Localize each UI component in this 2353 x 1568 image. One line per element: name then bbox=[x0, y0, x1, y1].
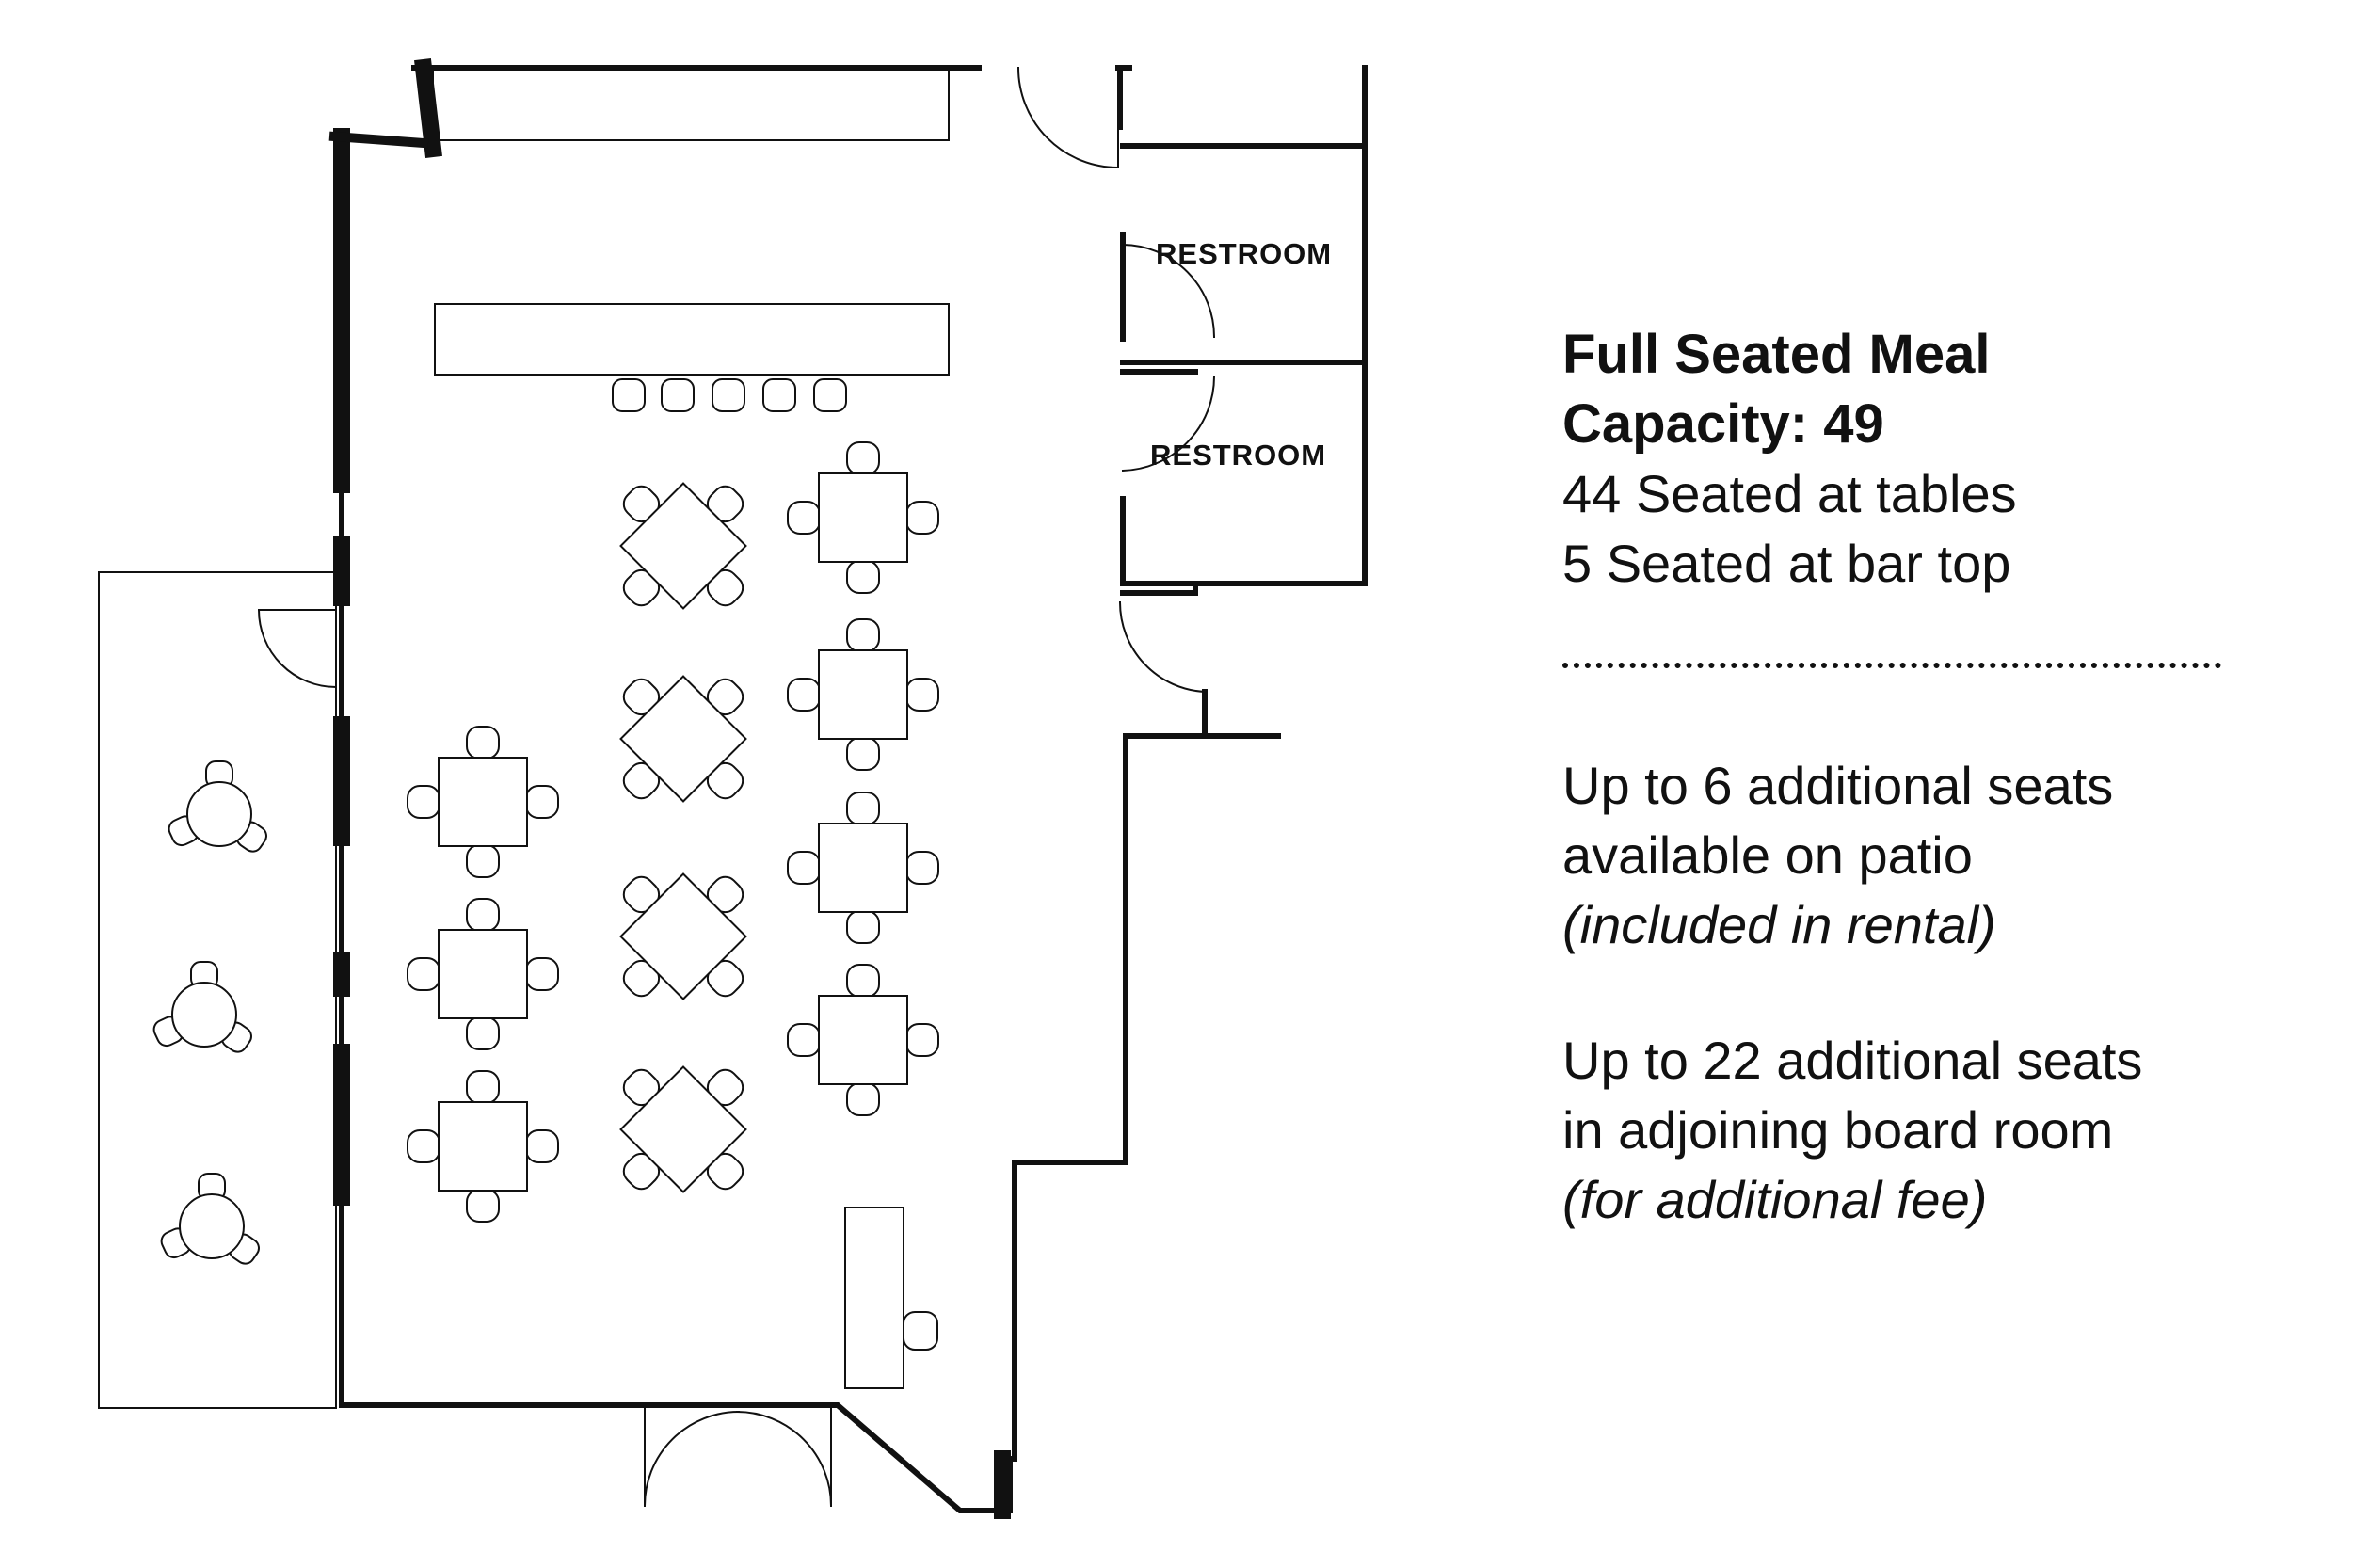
table-top bbox=[439, 758, 527, 846]
square-table bbox=[788, 965, 938, 1115]
patio-line-1: Up to 6 additional seats bbox=[1562, 756, 2114, 815]
square-table bbox=[788, 792, 938, 943]
restroom-label-lower: RESTROOM bbox=[1150, 439, 1327, 472]
chair bbox=[526, 1130, 558, 1162]
chair bbox=[526, 786, 558, 818]
furniture bbox=[151, 379, 938, 1388]
chair bbox=[408, 958, 440, 990]
chair bbox=[847, 738, 879, 770]
chair bbox=[847, 442, 879, 474]
bar-stool bbox=[662, 379, 694, 411]
bar-stool bbox=[613, 379, 645, 411]
board-line-1: Up to 22 additional seats bbox=[1562, 1031, 2143, 1090]
chair bbox=[906, 679, 938, 711]
table-top bbox=[819, 824, 907, 912]
chair bbox=[788, 679, 820, 711]
high-top-table bbox=[845, 1208, 904, 1388]
chair bbox=[467, 1190, 499, 1222]
chair bbox=[467, 1071, 499, 1103]
chair bbox=[847, 561, 879, 593]
bar-top bbox=[435, 304, 949, 375]
table-top bbox=[439, 930, 527, 1018]
board-line-2: in adjoining board room bbox=[1562, 1100, 2114, 1160]
bar-stool bbox=[763, 379, 795, 411]
round-patio-table bbox=[158, 1174, 263, 1268]
bar-stool bbox=[712, 379, 744, 411]
square-table bbox=[577, 632, 790, 845]
square-table bbox=[577, 440, 790, 652]
table-top bbox=[819, 473, 907, 562]
bar-seats: 5 Seated at bar top bbox=[1562, 534, 2011, 593]
chair bbox=[847, 792, 879, 824]
table-top bbox=[187, 782, 251, 846]
chair bbox=[788, 852, 820, 884]
square-table bbox=[788, 619, 938, 770]
square-table bbox=[577, 830, 790, 1043]
chair bbox=[467, 845, 499, 877]
square-table bbox=[577, 1023, 790, 1236]
tables-seats: 44 Seated at tables bbox=[1562, 464, 2017, 523]
table-top bbox=[439, 1102, 527, 1191]
info-panel bbox=[1562, 320, 2315, 1235]
chair bbox=[408, 786, 440, 818]
chair bbox=[788, 1024, 820, 1056]
heading-line-2: Capacity: 49 bbox=[1562, 393, 1884, 455]
chair bbox=[847, 1083, 879, 1115]
board-note: (for additional fee) bbox=[1562, 1170, 1988, 1229]
chair bbox=[467, 1017, 499, 1049]
restroom-label-upper: RESTROOM bbox=[1156, 237, 1333, 270]
square-table bbox=[408, 1071, 558, 1222]
chair bbox=[847, 965, 879, 997]
round-patio-table bbox=[166, 761, 270, 856]
patio-line-2: available on patio bbox=[1562, 825, 1973, 885]
chair bbox=[408, 1130, 440, 1162]
chair bbox=[906, 852, 938, 884]
chair bbox=[467, 899, 499, 931]
chair bbox=[788, 502, 820, 534]
table-top bbox=[819, 650, 907, 739]
chair bbox=[906, 1024, 938, 1056]
table-top bbox=[180, 1194, 244, 1258]
round-patio-table bbox=[151, 962, 255, 1056]
square-table bbox=[408, 899, 558, 1049]
table-top bbox=[819, 996, 907, 1084]
heading-line-1: Full Seated Meal bbox=[1562, 324, 1991, 385]
patio-note: (included in rental) bbox=[1562, 895, 1996, 954]
chair bbox=[526, 958, 558, 990]
bar-stool bbox=[814, 379, 846, 411]
chair bbox=[847, 911, 879, 943]
high-top-stool bbox=[904, 1312, 937, 1350]
table-top bbox=[172, 983, 236, 1047]
top-window bbox=[433, 68, 949, 140]
square-table bbox=[408, 727, 558, 877]
chair bbox=[906, 502, 938, 534]
chair bbox=[847, 619, 879, 651]
square-table bbox=[788, 442, 938, 593]
chair bbox=[467, 727, 499, 759]
